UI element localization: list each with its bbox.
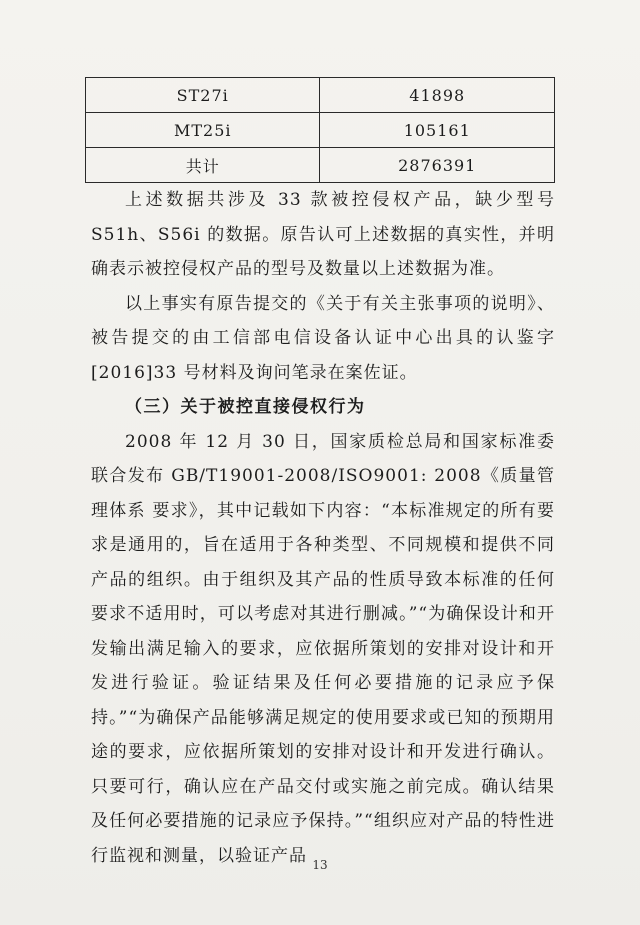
- table-row: [86, 78, 555, 113]
- model-quantity-table: [85, 77, 555, 183]
- section-heading: （三）关于被控直接侵权行为: [125, 397, 366, 417]
- paragraph-evidence: 以上事实有原告提交的《关于有关主张事项的说明》、被告提交的由工信部电信设备认证中心出具的认鉴字[2016]33 号材料及询问笔录在案佐证。: [91, 293, 555, 383]
- paragraph-data-summary: 上述数据共涉及 33 款被控侵权产品，缺少型号 S51h、S56i 的数据。原告认可上述数据的真实性，并明确表示被控侵权产品的型号及数量以上述数据为准。: [91, 190, 555, 279]
- body-text: [91, 183, 555, 873]
- table-row-total: [86, 148, 555, 183]
- total-value-cell: 2876391: [320, 148, 555, 183]
- quantity-cell: 41898: [320, 78, 555, 113]
- model-cell: MT25i: [86, 113, 320, 148]
- table-row: [86, 113, 555, 148]
- paragraph-standard: 2008 年 12 月 30 日，国家质检总局和国家标准委联合发布 GB/T19001-2008/ISO9001: 2008《质量管理体系 要求》，其中记载如下内容：“本标准规定的所有要求是通用的，旨在适用于各种类型、不同规模和提供不同产品的组织。由于组织及其产品的性质导致本标准的任何要求不适用时，可以考虑对其进行删减。”“为确保设计和开发输出满足输入的要求，应依据所策划的安排对设计和开发进行验证。验证结果及任何必要措施的记录应予保持。”“为确保产品能够满足规定的使用要求或已知的预期用途的要求，应依据所策划的安排对设计和开发进行确认。只要可行，确认应在产品交付或实施之前完成。确认结果及任何必要措施的记录应予保持。”“组织应对产品的特性进行监视和测量，以验证产品: [91, 431, 555, 866]
- model-cell: ST27i: [86, 78, 320, 113]
- page-number: 13: [312, 858, 328, 872]
- total-label-cell: 共计: [86, 148, 320, 183]
- quantity-cell: 105161: [320, 113, 555, 148]
